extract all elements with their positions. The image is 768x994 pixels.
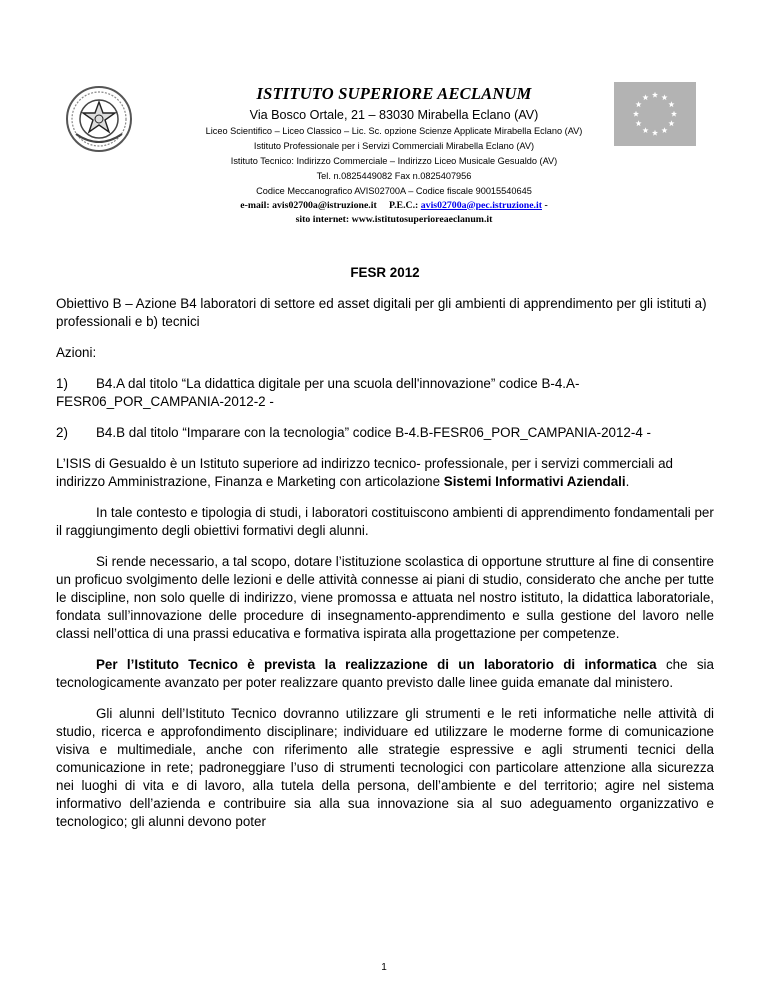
school-name: ISTITUTO SUPERIORE AECLANUM: [256, 84, 532, 103]
pec-suffix: -: [544, 199, 548, 211]
page-number: 1: [381, 962, 387, 973]
action-number: 1): [56, 376, 68, 391]
intro-end: .: [625, 474, 630, 489]
action-text: B4.B dal titolo “Imparare con la tecnologia” codice B-4.B-FESR06_POR_CAMPANIA-2012-4 -: [96, 425, 651, 440]
header-line: Tel. n.0825449082 Fax n.0825407956: [316, 170, 472, 181]
lab-bold: Per l’Istituto Tecnico è prevista la realizzazione di un laboratorio di informatica: [96, 657, 657, 672]
students-paragraph: Gli alunni dell’Istituto Tecnico dovranno utilizzare gli strumenti e le reti informatiche nelle attività di studio, ricerca e approfondimento disciplinare; individuare ed utilizzare le moderne forme di comunicazione visiva e multimediale, anche con riferimento alle strategie espressive e agli strumenti tecnici della comunicazione in rete; padroneggiare l’uso di strumenti tecnologici con particolare attenzione alla sicurezza nei luoghi di vita e di lavoro, alla tutela della persona, dell’ambiente e del territorio; agire nel sistema informativo dell’azienda e contribuire sia alla sua innovazione sia al suo adeguamento organizzativo e tecnologico; gli alunni devono poter: [56, 706, 714, 829]
email-value: avis02700a@istruzione.it: [272, 199, 377, 211]
header-line: Codice Meccanografico AVIS02700A – Codice fiscale 90015540645: [256, 185, 532, 196]
document-title: FESR 2012: [350, 265, 420, 280]
lab-text: che sia tecnologicamente avanzato per poter realizzare quanto previsto dalle linee guida emanate dal ministero.: [56, 657, 714, 690]
action-text: B4.A dal titolo “La didattica digitale per una scuola dell'innovazione” codice B-4.A-FESR06_POR_CAMPANIA-2012-2 -: [56, 376, 580, 409]
intro-text: L’ISIS di Gesualdo è un Istituto superiore ad indirizzo tecnico- professionale, per i servizi commerciali ad indirizzo Amministrazione, Finanza e Marketing con articolazione: [56, 456, 674, 489]
context-paragraph: In tale contesto e tipologia di studi, i laboratori costituiscono ambienti di apprendimento fondamentali per il raggiungimento degli obiettivi formativi degli alunni.: [56, 505, 714, 538]
intro-paragraph: [56, 455, 714, 491]
pec-label: P.E.C.:: [389, 199, 419, 211]
header-line: Liceo Scientifico – Liceo Classico – Lic. Sc. opzione Scienze Applicate Mirabella Eclano (AV): [205, 126, 583, 136]
objective-paragraph: Obiettivo B – Azione B4 laboratori di settore ed asset digitali per gli ambienti di apprendimento per gli istituti a) professionali e b) tecnici: [56, 296, 707, 329]
action-item: [56, 424, 714, 442]
lab-paragraph: [56, 656, 714, 692]
actions-label: Azioni:: [56, 345, 97, 360]
contact-line: [120, 199, 668, 213]
pec-link[interactable]: avis02700a@pec.istruzione.it: [420, 199, 542, 211]
action-number: 2): [56, 425, 68, 440]
website-line: sito internet: www.istitutosuperioreaeclanum.it: [295, 213, 493, 225]
header-line: Istituto Tecnico: Indirizzo Commerciale – Indirizzo Liceo Musicale Gesualdo (AV): [230, 155, 558, 166]
email-label: e-mail:: [240, 199, 270, 211]
header-line: Istituto Professionale per i Servizi Commerciali Mirabella Eclano (AV): [253, 140, 535, 151]
action-item: [56, 375, 714, 411]
letterhead: [120, 84, 668, 227]
school-address: Via Bosco Ortale, 21 – 83030 Mirabella Eclano (AV): [249, 108, 539, 122]
need-paragraph: Si rende necessario, a tal scopo, dotare l’istituzione scolastica di opportune strutture al fine di consentire un proficuo svolgimento delle lezioni e delle attività connesse ai piani di studio, considerato che anche per tutte le discipline, non solo quelle di indirizzo, viene promossa e attuata nel nostro istituto, la didattica laboratoriale, fondata sull’innovazione delle procedure di insegnamento-apprendimento e sulla gestione del lavoro nelle classi nell’ottica di una prassi educativa e formativa ispirata alla progettazione per competenze.: [56, 554, 714, 641]
intro-bold: Sistemi Informativi Aziendali: [443, 474, 626, 489]
document-body: [56, 264, 714, 831]
